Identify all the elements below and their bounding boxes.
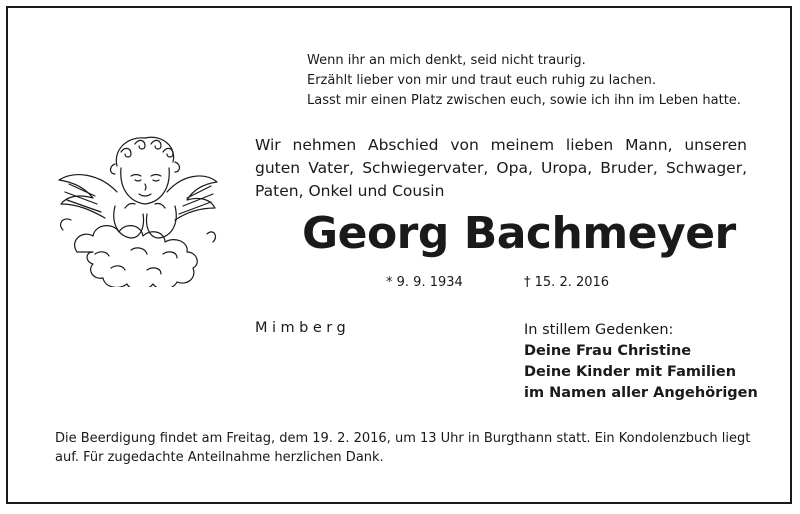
- memorial-quote: [307, 51, 741, 111]
- mourners-intro: In stillem Gedenken:: [524, 322, 674, 338]
- cherub-illustration: [55, 122, 220, 287]
- mourner-line: Deine Frau Christine: [524, 343, 692, 359]
- quote-line: Lasst mir einen Platz zwischen euch, sowie ich ihn im Leben hatte.: [307, 93, 741, 108]
- funeral-notice: Die Beerdigung findet am Freitag, dem 19. 2. 2016, um 13 Uhr in Burgthann statt. Ein Kondolenzbuch liegt auf. Für zugedachte Anteilnahme herzlichen Dank.: [55, 431, 751, 465]
- quote-line: Erzählt lieber von mir und traut euch ruhig zu lachen.: [307, 73, 656, 88]
- mourner-line: im Namen aller Angehörigen: [524, 385, 758, 401]
- quote-line: Wenn ihr an mich denkt, seid nicht traurig.: [307, 53, 586, 68]
- mourner-line: Deine Kinder mit Familien: [524, 364, 737, 380]
- deceased-name: Georg Bachmeyer: [302, 208, 736, 259]
- birth-date: * 9. 9. 1934: [386, 275, 463, 290]
- place-name: Mimberg: [255, 320, 351, 336]
- farewell-text: Wir nehmen Abschied von meinem lieben Mann, unseren guten Vater, Schwiegervater, Opa, Uropa, Bruder, Schwager, Paten, Onkel und Cousin: [255, 136, 747, 200]
- death-date: † 15. 2. 2016: [524, 275, 610, 290]
- mourners-block: [524, 320, 758, 404]
